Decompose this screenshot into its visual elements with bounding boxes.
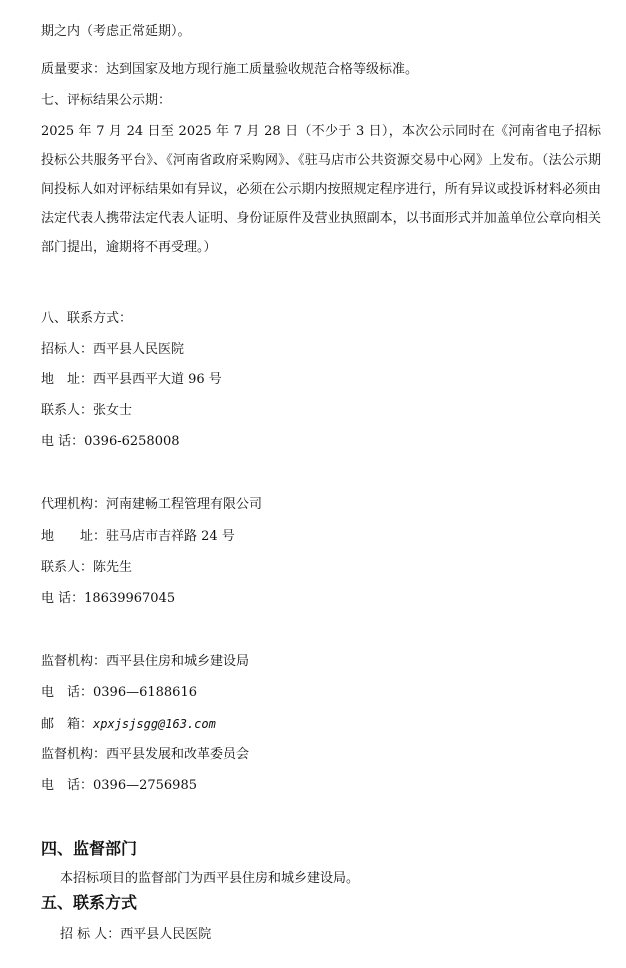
section-4-body: 本招标项目的监督部门为西平县住房和城乡建设局。 <box>60 871 360 886</box>
tenderer-name: 招标人：西平县人民医院 <box>41 342 185 357</box>
supervisor-2-name: 监督机构：西平县发展和改革委员会 <box>41 747 250 762</box>
agency-phone: 电 话：18639967045 <box>41 591 176 606</box>
section-7-title: 七、评标结果公示期： <box>41 93 172 108</box>
supervisor-1-name: 监督机构：西平县住房和城乡建设局 <box>41 654 250 669</box>
supervisor-1-email-row <box>41 716 216 733</box>
tenderer-address: 地 址：西平县西平大道 96 号 <box>41 372 222 387</box>
section-5-tenderer: 招 标 人：西平县人民医院 <box>60 927 212 942</box>
supervisor-2-phone: 电 话：0396—2756985 <box>41 778 197 793</box>
section-5-heading: 五、联系方式 <box>41 893 138 912</box>
agency-name: 代理机构：河南建畅工程管理有限公司 <box>41 497 263 512</box>
duration-continuation-text: 期之内（考虑正常延期）。 <box>41 24 191 39</box>
quality-requirement-text: 质量要求：达到国家及地方现行施工质量验收规范合格等级标准。 <box>41 62 419 77</box>
agency-contact: 联系人：陈先生 <box>41 560 133 575</box>
agency-address: 地 址：驻马店市吉祥路 24 号 <box>41 529 235 544</box>
supervisor-1-email: xpxjsjsgg@163.com <box>93 717 216 731</box>
tenderer-contact: 联系人：张女士 <box>41 403 133 418</box>
section-8-title: 八、联系方式： <box>41 311 133 326</box>
supervisor-1-email-label: 邮 箱： <box>41 717 94 732</box>
section-7-body: 2025 年 7 月 24 日至 2025 年 7 月 28 日（不少于 3 日），本次公示同时在《河南省电子招标投标公共服务平台》、《河南省政府采购网》、《驻马店市公共资源交易中心网》上发布。（法公示期间投标人如对评标结果如有异议，必须在公示期内按照规定程序进行，所有异议或投诉材料必须由法定代表人携带法定代表人证明、身份证原件及营业执照副本，以书面形式并加盖单位公章向相关部门提出，逾期将不再受理。） <box>41 124 601 255</box>
tenderer-phone: 电 话：0396-6258008 <box>41 434 180 449</box>
supervisor-1-phone: 电 话：0396—6188616 <box>41 685 197 700</box>
section-4-heading: 四、监督部门 <box>41 839 138 858</box>
